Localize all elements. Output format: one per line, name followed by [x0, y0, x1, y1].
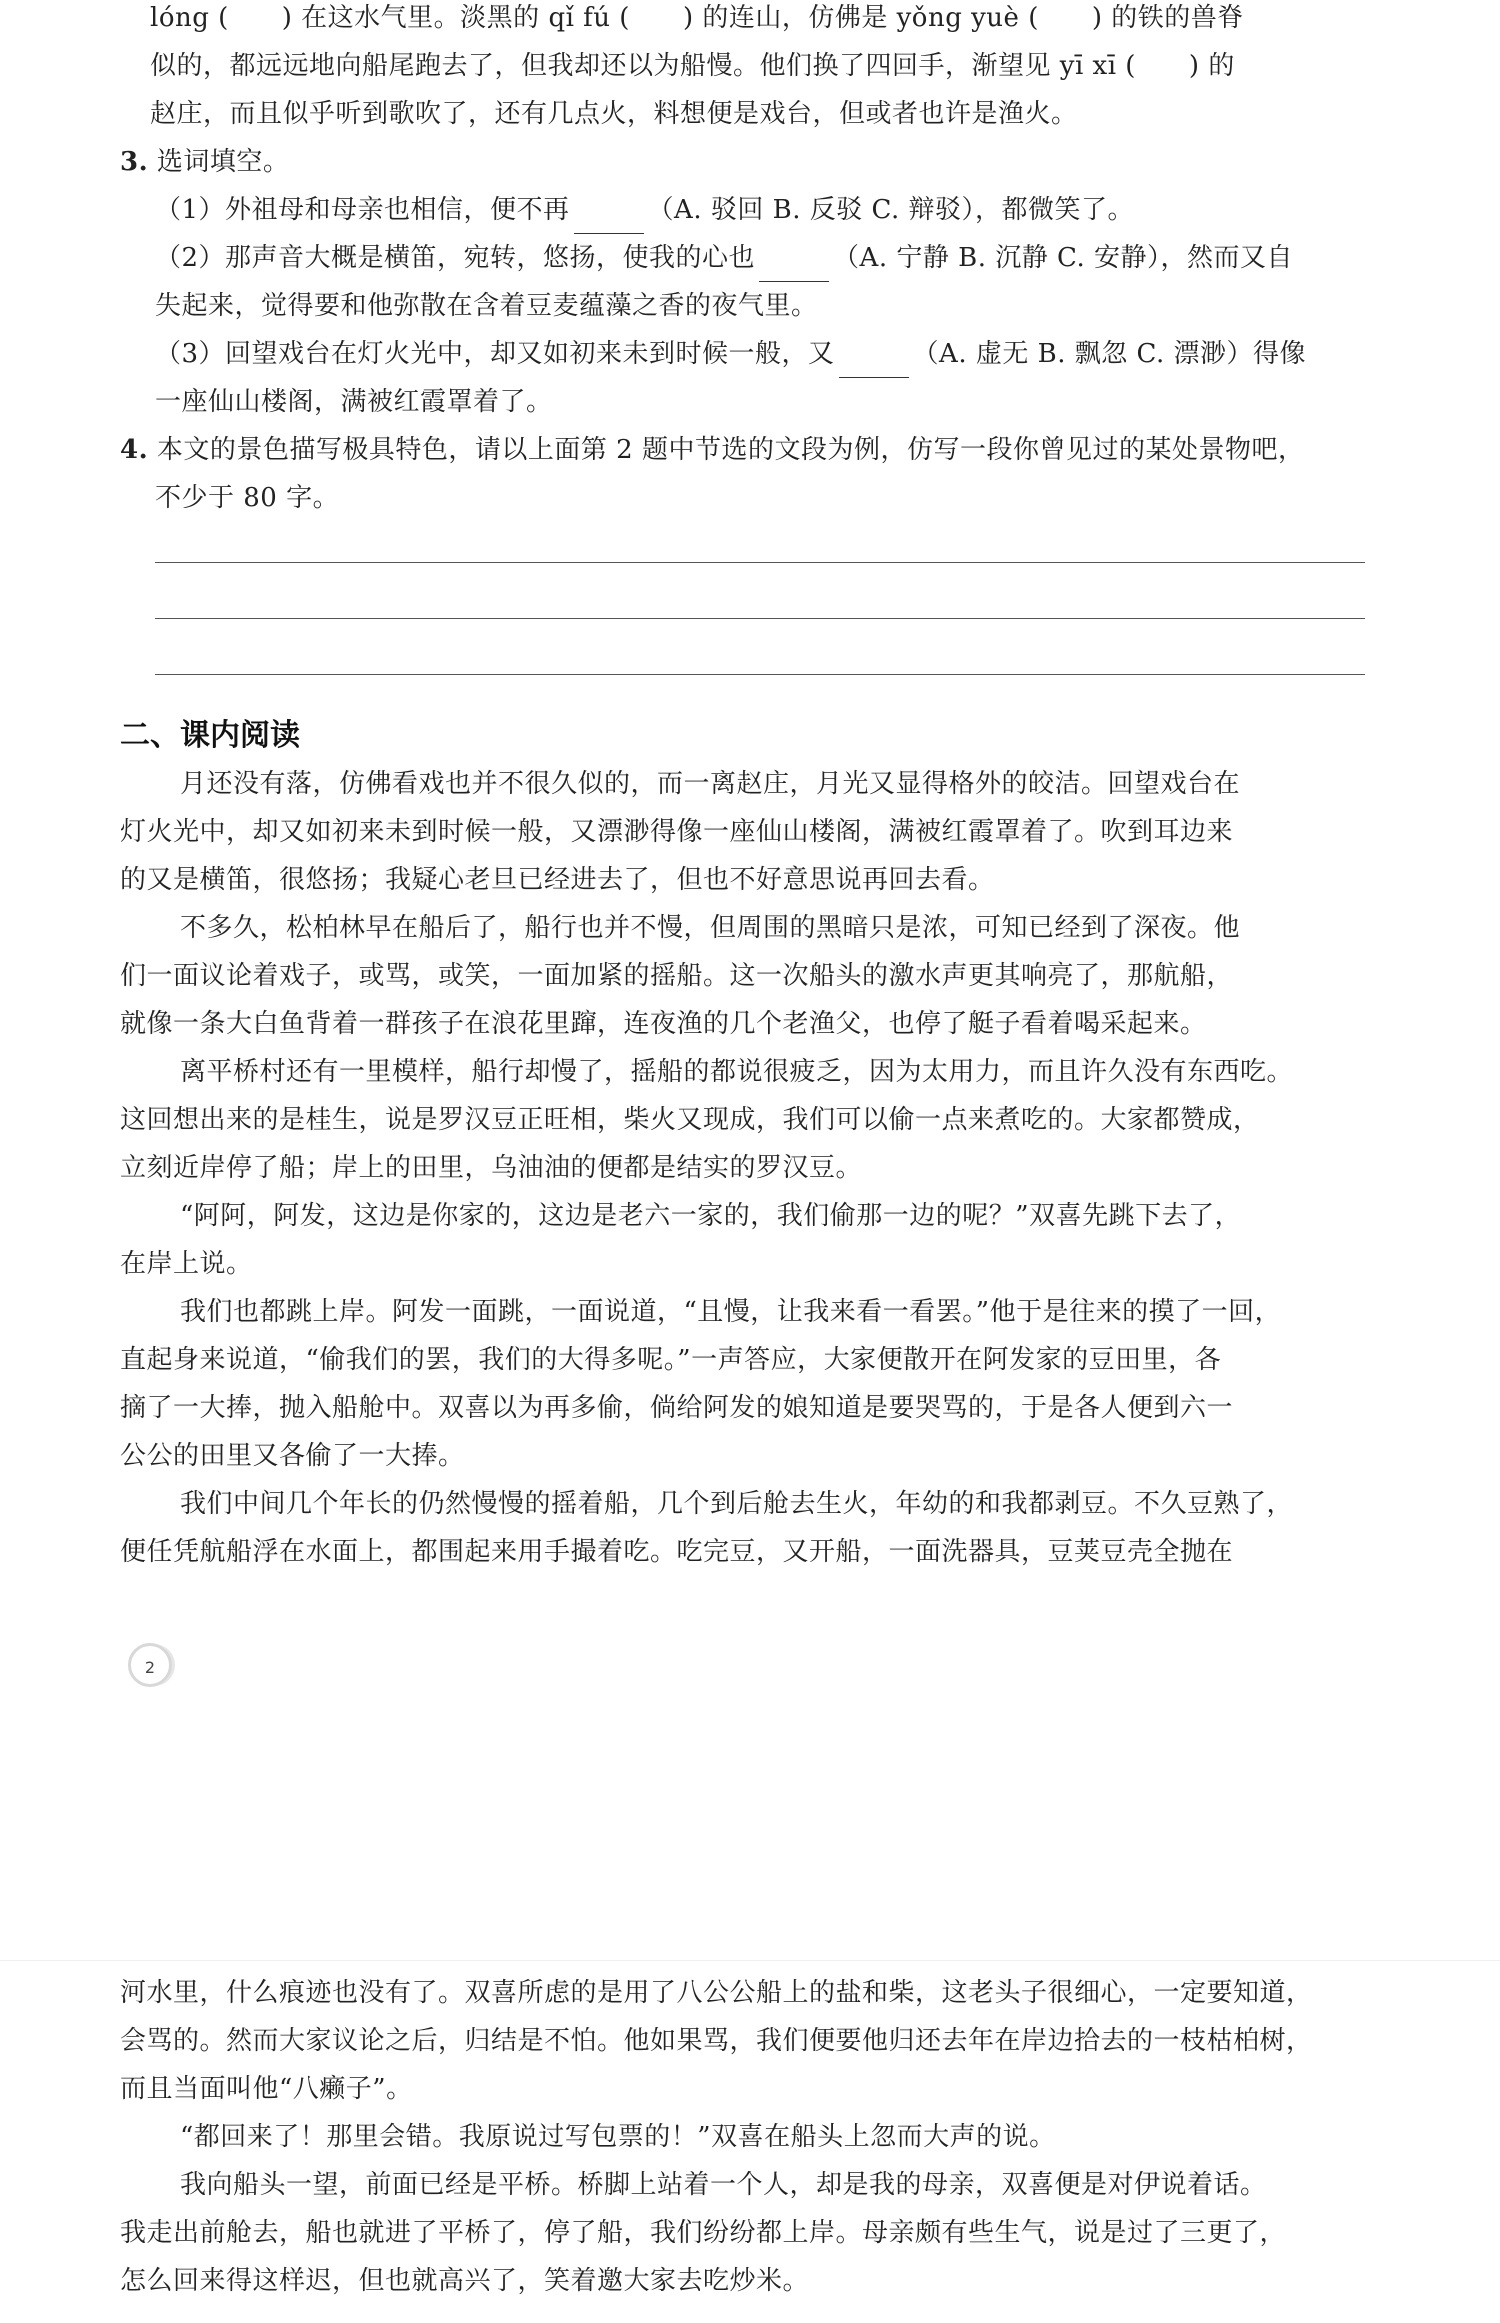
section-title: 二、课内阅读: [120, 718, 300, 753]
answer-line[interactable]: [155, 674, 1365, 675]
question-text: 本文的景色描写极具特色，请以上面第 2 题中节选的文段为例，仿写一段你曾见过的某处景物吧，: [156, 435, 1305, 465]
reading-line: 摘了一大捧，抛入船舱中。双喜以为再多偷，倘给阿发的娘知道是要哭骂的，于是各人便到六一: [120, 1393, 1234, 1423]
fill-blank[interactable]: [759, 257, 829, 282]
reading-line: 直起身来说道，“偷我们的罢，我们的大得多呢。”一声答应，大家便散开在阿发家的豆田里，各: [120, 1345, 1222, 1375]
item-text: （3）回望戏台在灯火光中，却又如初来未到时候一般，又: [155, 339, 835, 369]
exercise-text-line: 不少于 80 字。: [155, 483, 340, 513]
question-title: 选词填空。: [156, 147, 290, 177]
fill-blank[interactable]: [574, 209, 644, 234]
question-3-item-3: [155, 330, 1365, 378]
reading-line: 怎么回来得这样迟，但也就高兴了，笑着邀大家去吃炒米。: [120, 2266, 810, 2296]
exercise-text-line: 赵庄，而且似乎听到歌吹了，还有几点火，料想便是戏台，但或者也许是渔火。: [150, 99, 1078, 129]
reading-line: 在岸上说。: [120, 1249, 253, 1279]
reading-line: 会骂的。然而大家议论之后，归结是不怕。他如果骂，我们便要他归还去年在岸边拾去的一枝枯柏树，: [120, 2026, 1313, 2056]
reading-line: 立刻近岸停了船；岸上的田里，乌油油的便都是结实的罗汉豆。: [120, 1153, 863, 1183]
answer-line[interactable]: [155, 562, 1365, 563]
exercise-text-line: 一座仙山楼阁，满被红霞罩着了。: [155, 387, 553, 417]
question-4-heading: [120, 426, 1365, 474]
reading-line: “都回来了！那里会错。我原说过写包票的！”双喜在船头上忽而大声的说。: [180, 2122, 1056, 2152]
exercise-text-line: lóng ( ) 在这水气里。淡黑的 qǐ fú ( ) 的连山，仿佛是 yǒng yuè ( ) 的铁的兽脊: [150, 3, 1244, 33]
reading-line: 而且当面叫他“八癞子”。: [120, 2074, 413, 2104]
page-number-badge: 2: [128, 1643, 172, 1687]
item-options: （A. 驳回 B. 反驳 C. 辩驳），都微笑了。: [647, 195, 1135, 225]
item-options: （A. 虚无 B. 飘忽 C. 漂渺）得像: [912, 339, 1307, 369]
question-3-heading: [120, 138, 1365, 186]
item-text: （1）外祖母和母亲也相信，便不再: [155, 195, 570, 225]
reading-line: 我向船头一望，前面已经是平桥。桥脚上站着一个人，却是我的母亲，双喜便是对伊说着话。: [180, 2170, 1267, 2200]
reading-line: 月还没有落，仿佛看戏也并不很久似的，而一离赵庄，月光又显得格外的皎洁。回望戏台在: [180, 769, 1241, 799]
question-3-item-2: [155, 234, 1365, 282]
exercise-text-line: 似的，都远远地向船尾跑去了，但我却还以为船慢。他们换了四回手，渐望见 yī xī ( ) 的: [150, 51, 1235, 81]
reading-line: “阿阿，阿发，这边是你家的，这边是老六一家的，我们偷那一边的呢？”双喜先跳下去了，: [180, 1201, 1242, 1231]
reading-line: 河水里，什么痕迹也没有了。双喜所虑的是用了八公公船上的盐和柴，这老头子很细心，一定要知道，: [120, 1978, 1313, 2008]
question-number: 3.: [120, 147, 149, 177]
reading-line: 不多久，松柏林早在船后了，船行也并不慢，但周围的黑暗只是浓，可知已经到了深夜。他: [180, 913, 1241, 943]
reading-line: 的又是横笛，很悠扬；我疑心老旦已经进去了，但也不好意思说再回去看。: [120, 865, 995, 895]
question-number: 4.: [120, 435, 149, 465]
reading-line: 我走出前舱去，船也就进了平桥了，停了船，我们纷纷都上岸。母亲颇有些生气，说是过了三更了，: [120, 2218, 1287, 2248]
reading-line: 们一面议论着戏子，或骂，或笑，一面加紧的摇船。这一次船头的激水声更其响亮了，那航船，: [120, 961, 1234, 991]
reading-line: 灯火光中，却又如初来未到时候一般，又漂渺得像一座仙山楼阁，满被红霞罩着了。吹到耳边来: [120, 817, 1234, 847]
question-3-item-1: [155, 186, 1365, 234]
answer-line[interactable]: [155, 618, 1365, 619]
reading-line: 离平桥村还有一里模样，船行却慢了，摇船的都说很疲乏，因为太用力，而且许久没有东西吃。: [180, 1057, 1294, 1087]
reading-line: 我们也都跳上岸。阿发一面跳，一面说道，“且慢，让我来看一看罢。”他于是往来的摸了一回，: [180, 1297, 1282, 1327]
next-page: [0, 1960, 1500, 2323]
fill-blank[interactable]: [839, 353, 909, 378]
exercise-text-line: 失起来，觉得要和他弥散在含着豆麦蕴藻之香的夜气里。: [155, 291, 818, 321]
reading-line: 就像一条大白鱼背着一群孩子在浪花里蹿，连夜渔的几个老渔父，也停了艇子看着喝采起来。: [120, 1009, 1207, 1039]
item-options: （A. 宁静 B. 沉静 C. 安静），然而又自: [833, 243, 1294, 273]
item-text: （2）那声音大概是横笛，宛转，悠扬，使我的心也: [155, 243, 756, 273]
reading-line: 这回想出来的是桂生，说是罗汉豆正旺相，柴火又现成，我们可以偷一点来煮吃的。大家都赞成，: [120, 1105, 1260, 1135]
reading-line: 公公的田里又各偷了一大捧。: [120, 1441, 465, 1471]
reading-line: 我们中间几个年长的仍然慢慢的摇着船，几个到后舱去生火，年幼的和我都剥豆。不久豆熟了，: [180, 1489, 1294, 1519]
reading-line: 便任凭航船浮在水面上，都围起来用手撮着吃。吃完豆，又开船，一面洗器具，豆荚豆壳全抛在: [120, 1537, 1234, 1567]
